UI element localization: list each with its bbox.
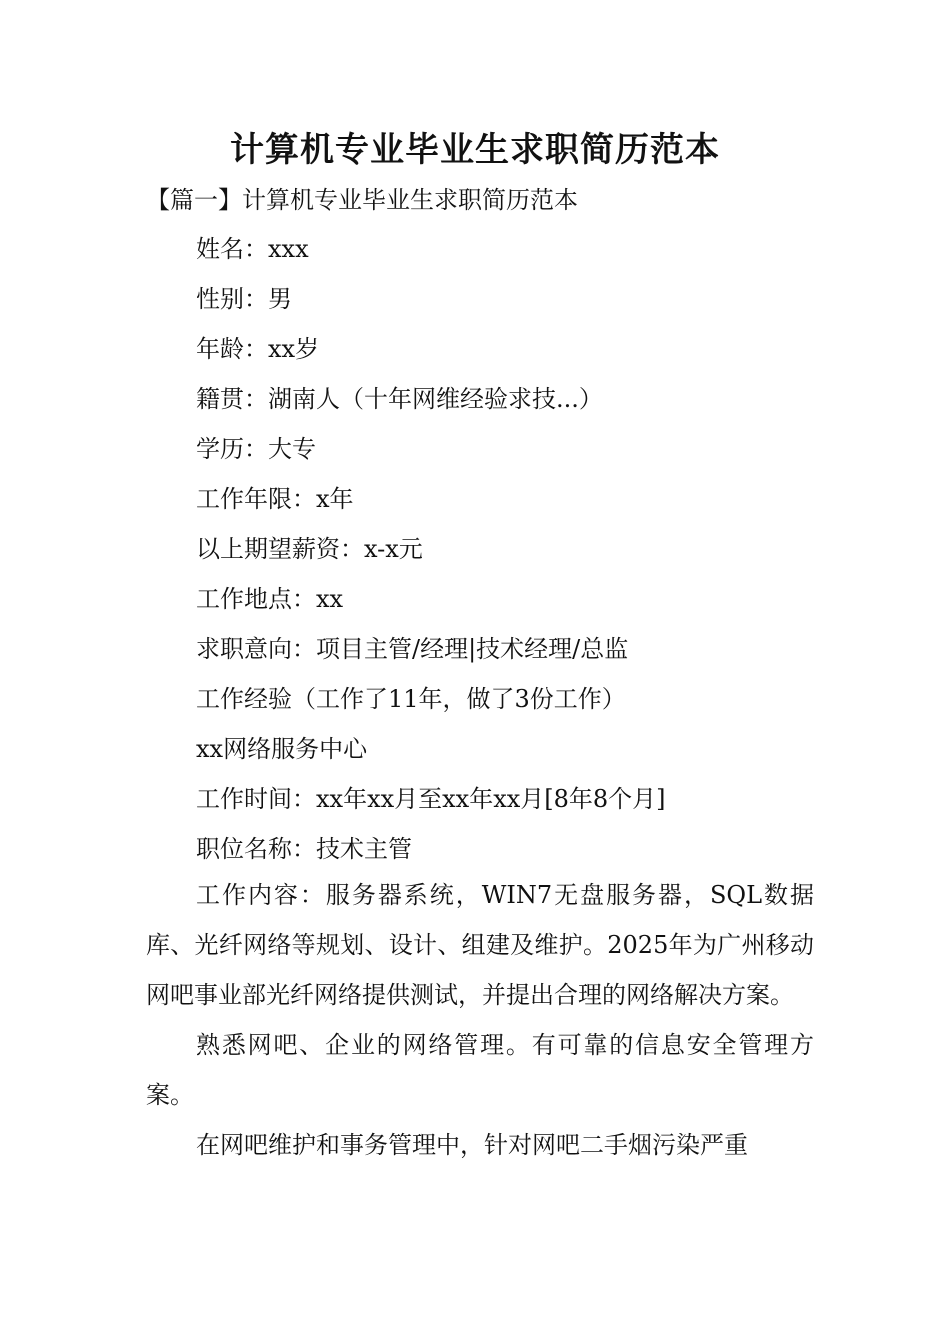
resume-field-list: [196, 226, 836, 876]
field-job-intention: 求职意向：项目主管/经理|技术经理/总监: [196, 635, 629, 663]
document-title: 计算机专业毕业生求职简历范本: [230, 130, 720, 170]
paragraph-network-management: 熟悉网吧、企业的网络管理。有可靠的信息安全管理方案。: [146, 1031, 814, 1109]
paragraph-work-content: 工作内容：服务器系统，WIN7无盘服务器，SQL数据库、光纤网络等规划、设计、组建及维护。2025年为广州移动网吧事业部光纤网络提供测试，并提出合理的网络解决方案。: [146, 881, 814, 1009]
field-work-location: 工作地点：xx: [196, 585, 344, 613]
field-gender: 性别：男: [196, 285, 292, 313]
section-heading: 【篇一】计算机专业毕业生求职简历范本: [146, 186, 578, 214]
field-employer: xx网络服务中心: [196, 735, 368, 763]
paragraph-maintenance: 在网吧维护和事务管理中，针对网吧二手烟污染严重: [196, 1131, 748, 1159]
field-position: 职位名称：技术主管: [196, 835, 412, 863]
field-expected-salary: 以上期望薪资：x-x元: [196, 535, 423, 563]
field-work-period: 工作时间：xx年xx月至xx年xx月[8年8个月]: [196, 785, 666, 813]
field-age: 年龄：xx岁: [196, 335, 320, 363]
field-hometown: 籍贯：湖南人（十年网维经验求技...）: [196, 385, 603, 413]
field-work-experience: 工作经验（工作了11年，做了3份工作）: [196, 685, 626, 713]
field-education: 学历：大专: [196, 435, 316, 463]
body-paragraphs: [146, 870, 814, 1170]
field-work-years: 工作年限：x年: [196, 485, 354, 513]
field-name: 姓名：xxx: [196, 235, 309, 263]
